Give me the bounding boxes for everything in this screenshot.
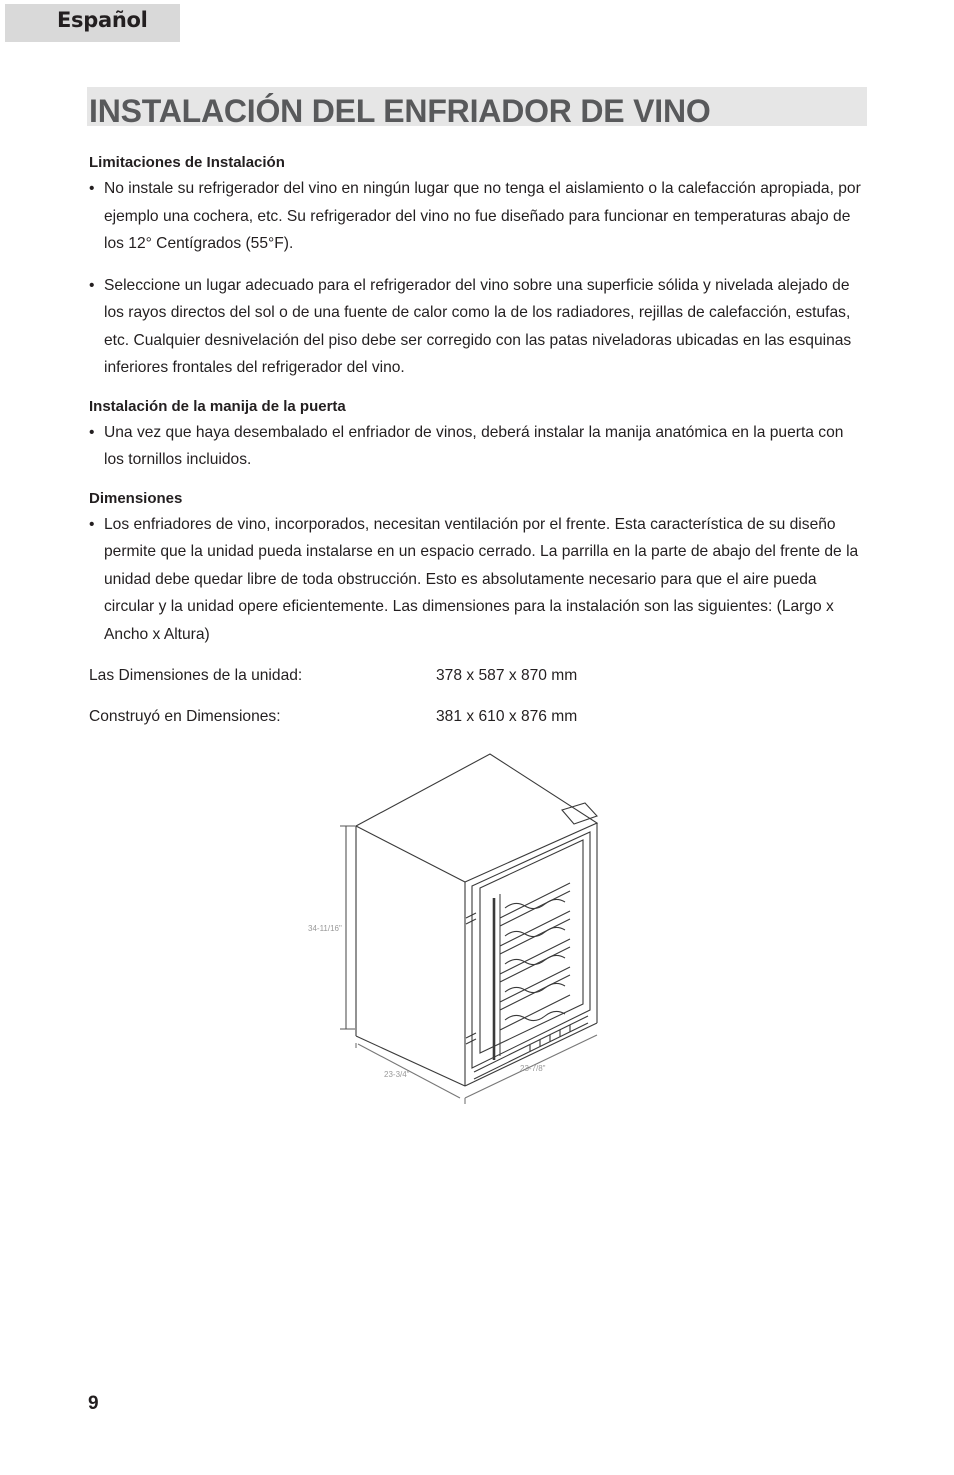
section-dimensiones (89, 488, 864, 649)
width-label: 23-7/8" (520, 1064, 546, 1073)
depth-label: 23-3/4" (384, 1070, 410, 1079)
main-content (89, 152, 864, 744)
dimension-value: 381 x 610 x 876 mm (436, 708, 578, 725)
bullet-paragraph: • No instale su refrigerador del vino en ningún lugar que no tenga el aislamiento o la calefacción apropiada, por ejemplo una cochera, etc. Su refrigerador del vino no fue diseñado para funcionar en temperaturas abajo de los 12° Centígrados (55°F). (89, 175, 864, 258)
bullet-paragraph: • Seleccione un lugar adecuado para el refrigerador del vino sobre una superficie sólida y nivelada alejado de los rayos directos del sol o de una fuente de calor como la de los radiadores, rejillas de calefacción, estufas, etc. Cualquier desnivelación del piso debe ser corregido con las patas niveladoras ubicadas en las esquinas inferiores frontales del refrigerador del vino. (89, 272, 864, 382)
bullet-paragraph: • Los enfriadores de vino, incorporados, necesitan ventilación por el frente. Esta característica de su diseño permite que la unidad pueda instalarse en un espacio cerrado. La parrilla en la parte de abajo del frente de la unidad debe quedar libre de toda obstrucción. Esto es absolutamente necesario para que el aire pueda circular y la unidad opere eficientemente. Las dimensiones para la instalación son las siguientes: (Largo x Ancho x Altura) (89, 511, 864, 649)
dimension-value: 378 x 587 x 870 mm (436, 667, 578, 684)
section-manija (89, 396, 864, 474)
section-heading: Dimensiones (89, 489, 183, 507)
dimension-label: Las Dimensiones de la unidad: (89, 667, 303, 684)
section-heading: Limitaciones de Instalación (89, 154, 285, 171)
height-label: 34-11/16" (308, 924, 342, 933)
section-heading: Instalación de la manija de la puerta (89, 397, 346, 415)
bullet-paragraph: • Una vez que haya desembalado el enfriador de vinos, deberá instalar la manija anatómica en la puerta con los tornillos incluidos. (89, 419, 864, 474)
dimension-row-unit (89, 662, 864, 703)
dimension-row-built-in (89, 703, 864, 744)
dimension-label: Construyó en Dimensiones: (89, 708, 281, 725)
page-number: 9 (88, 1393, 99, 1414)
wine-cooler-drawing (300, 748, 610, 1108)
page-title: INSTALACIÓN DEL ENFRIADOR DE VINO (89, 93, 711, 129)
wine-cooler-dimension-figure (300, 748, 610, 1108)
section-limitaciones (89, 152, 864, 382)
language-tab: Español (5, 4, 180, 42)
